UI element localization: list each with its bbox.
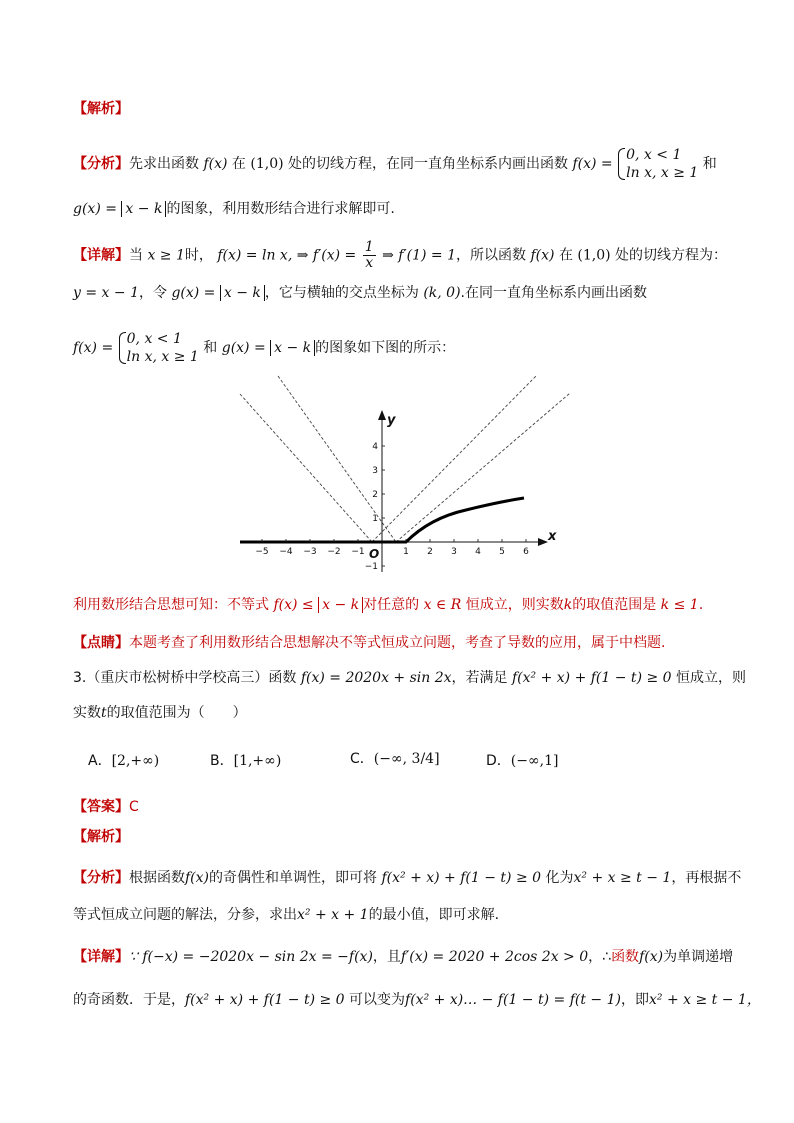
x-tick-label: 3 — [451, 547, 457, 557]
math: k — [563, 597, 573, 613]
math-abs: x − k — [220, 285, 265, 301]
label-jiexi: 【解析】 — [73, 829, 129, 845]
x-tick-label: −5 — [255, 547, 269, 557]
numerator: 1 — [364, 239, 374, 255]
text: 的图象，利用数形结合进行求解即可. — [166, 201, 395, 217]
text: 函数 — [611, 949, 640, 965]
math: t — [101, 705, 107, 721]
math: g(x) = — [221, 340, 266, 356]
text: 时， — [184, 247, 213, 264]
label-xiangjie: 【详解】 — [73, 247, 129, 264]
math: (1,0) — [250, 156, 284, 172]
fraction — [363, 240, 376, 271]
text: 的奇偶性和单调性，即可将 — [209, 870, 378, 886]
dashed-line-right-up-2 — [396, 376, 570, 542]
math: f(x) — [185, 870, 210, 886]
detail-line-2 — [73, 282, 647, 304]
option-b[interactable] — [210, 750, 281, 770]
answer-line — [73, 796, 139, 818]
label-fenxi: 【分析】 — [73, 156, 129, 172]
y-tick-label: 2 — [372, 490, 378, 500]
math: f(x) = 2020x + sin 2x — [300, 670, 452, 686]
text: 恒成立，则 — [676, 670, 747, 686]
option-letter: A． — [88, 753, 112, 769]
text: ，令 — [138, 285, 167, 301]
answer-value: C — [129, 799, 139, 815]
math: x² + x ≥ t − 1， — [648, 992, 761, 1008]
q3-analysis-line-1 — [73, 864, 741, 892]
x-tick-label: 6 — [523, 547, 529, 557]
label-dianjing: 【点睛】 — [73, 635, 129, 651]
option-a[interactable] — [88, 750, 159, 770]
math: f(x) — [530, 247, 555, 264]
text: ，∴ — [588, 949, 612, 965]
section-heading-jiexi-2 — [73, 826, 129, 848]
q3-detail-line-2 — [73, 986, 761, 1014]
denominator: x — [365, 255, 374, 271]
note-text: 本题考查了利用数形结合思想解决不等式恒成立问题，考查了导数的应用，属于中档题. — [129, 635, 666, 651]
question-source: （重庆市松树桥中学校高三） — [86, 670, 269, 686]
text: 实数 — [73, 705, 101, 721]
y-axis-arrow — [378, 410, 386, 420]
x-tick-label: 1 — [403, 547, 409, 557]
option-letter: D． — [486, 753, 511, 769]
y-tick-label: 1 — [372, 514, 378, 524]
piece-case: 0, x < 1 — [126, 331, 182, 347]
text: ，再根据不 — [671, 870, 742, 886]
dashed-line-left-down-2 — [278, 376, 396, 542]
text: 的取值范围是 — [572, 597, 657, 613]
math: g(x) = — [73, 201, 117, 217]
math: f(x² + x)… − f(1 − t) = f(t − 1) — [405, 992, 621, 1008]
function-graph — [230, 372, 570, 582]
math: f(x) — [203, 156, 228, 172]
option-text: (−∞,1] — [510, 753, 559, 769]
text: 化为 — [545, 870, 574, 886]
text: .在同一直角坐标系内画出函数 — [460, 285, 647, 301]
x-tick-labels — [255, 547, 529, 557]
text: 函数 — [268, 670, 297, 686]
question-number: 3. — [73, 670, 87, 686]
text: 可以变为 — [349, 992, 406, 1008]
piecewise-brace — [617, 146, 698, 182]
math: f(x) = — [572, 156, 613, 172]
text: 的取值范围为（ ） — [106, 705, 247, 721]
math-abs: x − k — [270, 340, 315, 356]
section-heading-jiexi — [73, 98, 129, 120]
x-tick-label: 4 — [475, 547, 481, 557]
option-text: [1,+∞) — [233, 753, 282, 769]
text: 当 — [129, 247, 143, 264]
dashed-line-left-down — [240, 394, 372, 542]
text: 的图象如下图的所示： — [315, 340, 456, 356]
question-3-line-1 — [73, 664, 746, 692]
text: 处的切线方程，在同一直角坐标系内画出函数 — [288, 156, 569, 172]
text: 先求出函数 — [129, 156, 199, 172]
option-c[interactable] — [350, 744, 440, 774]
text: 根据函数 — [129, 870, 185, 886]
analysis-line-1 — [73, 146, 717, 182]
math: ∵ f(−x) = −2020x − sin 2x = −f(x) — [129, 949, 373, 965]
text: ，它与横轴的交点坐标为 — [264, 285, 419, 301]
q3-detail-line-1 — [73, 946, 733, 968]
x-axis-label: x — [548, 529, 557, 544]
math: (k, 0) — [423, 285, 461, 301]
option-text: [2,+∞) — [111, 753, 160, 769]
x-tick-label: 2 — [427, 547, 433, 557]
text: 恒成立，则实数 — [465, 597, 564, 613]
label-xiangjie: 【详解】 — [73, 949, 129, 965]
text: 利用数形结合思想可知：不等式 — [73, 597, 269, 613]
x-tick-label: −4 — [279, 547, 293, 557]
x-tick-label: −2 — [327, 547, 341, 557]
dashed-line-right-up — [372, 376, 536, 542]
text: 对任意的 — [363, 597, 420, 613]
text: 的最小值，即可求解. — [368, 907, 500, 923]
math: x² + x ≥ t − 1 — [573, 870, 672, 886]
text: ，所以函数 — [456, 247, 527, 264]
piece-case: 0, x < 1 — [626, 147, 682, 163]
question-3-line-2 — [73, 702, 247, 724]
piece-case: ln x, x ≥ 1 — [126, 349, 199, 365]
x-tick-label: −3 — [303, 547, 317, 557]
option-letter: B． — [210, 753, 234, 769]
text: ，且 — [372, 949, 401, 965]
text: 在 — [558, 247, 573, 264]
conclusion-line: 利用数形结合思想可知：不等式 f(x) ≤ x − k 对任意的 x ∈ R 恒成立，则实数k的取值范围是 k ≤ 1. — [73, 597, 704, 613]
q3-analysis-line-2 — [73, 904, 499, 926]
label-fenxi: 【分析】 — [73, 870, 129, 886]
x-tick-label: 5 — [499, 547, 505, 557]
analysis-line-2 — [73, 198, 395, 220]
detail-line-3 — [73, 330, 455, 366]
text: 处的切线方程为： — [615, 247, 728, 264]
text: 的奇函数．于是， — [73, 992, 185, 1008]
math: g(x) = — [171, 285, 216, 301]
text: 和 — [702, 156, 717, 172]
text: 在 — [231, 156, 246, 172]
x-tick-label: −1 — [351, 547, 365, 557]
option-text: (−∞, 3/4] — [373, 751, 440, 767]
math: y = x − 1 — [73, 285, 139, 301]
math: (1,0) — [577, 247, 611, 264]
text: ，即 — [620, 992, 649, 1008]
detail-line-1 — [73, 240, 727, 271]
option-d[interactable] — [486, 750, 558, 770]
y-tick-label: 4 — [372, 442, 378, 452]
math: f(x² + x) + f(1 − t) ≥ 0 — [185, 992, 345, 1008]
text: 和 — [203, 340, 218, 356]
y-tick-label: 3 — [372, 466, 378, 476]
math-abs: x − k — [121, 201, 166, 217]
piecewise-brace — [118, 330, 199, 366]
math: k ≤ 1 — [660, 597, 699, 613]
math: f(x² + x) + f(1 − t) ≥ 0 — [511, 670, 672, 686]
text: ，若满足 — [451, 670, 508, 686]
label-jiexi: 【解析】 — [73, 101, 129, 117]
y-axis-label: y — [387, 413, 396, 428]
math: ⇒ f′(1) = 1 — [382, 247, 457, 264]
math-abs: x − k — [318, 597, 363, 613]
text: 为单调递增 — [663, 949, 734, 965]
piece-case: ln x, x ≥ 1 — [626, 165, 699, 181]
math: f(x) — [639, 949, 664, 965]
math: f(x² + x) + f(1 − t) ≥ 0 — [381, 870, 542, 886]
math: f(x) = ln x, ⇒ f′(x) = — [217, 247, 357, 264]
label-daan: 【答案】 — [73, 799, 129, 815]
option-letter: C． — [350, 751, 374, 767]
math: x ≥ 1 — [147, 247, 185, 264]
text: 等式恒成立问题的解法，分参，求出 — [73, 907, 297, 923]
math: f(x) ≤ — [273, 597, 314, 613]
note-line — [73, 632, 665, 654]
math: x² + x + 1 — [297, 907, 369, 923]
math: f(x) = — [73, 340, 114, 356]
y-tick-label: −1 — [364, 562, 378, 572]
math: f′(x) = 2020 + 2cos 2x > 0 — [400, 949, 589, 965]
x-axis-arrow — [538, 538, 548, 546]
math: x ∈ R — [423, 597, 462, 613]
origin-label: O — [369, 547, 380, 561]
